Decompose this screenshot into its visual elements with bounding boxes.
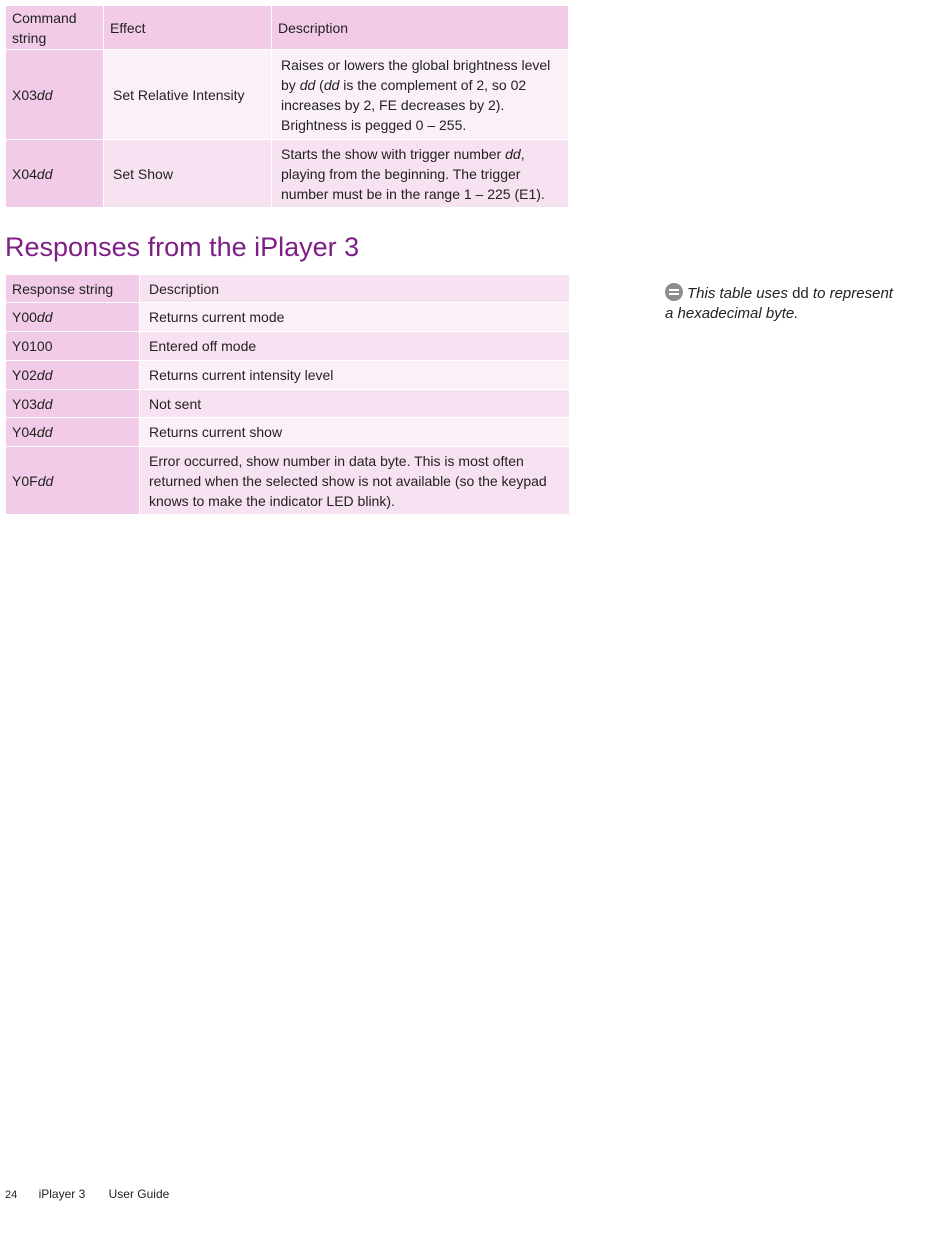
response-code: Y03dd	[6, 390, 140, 418]
response-description: Not sent	[140, 390, 570, 418]
responses-table	[5, 274, 570, 515]
table-row	[6, 390, 570, 418]
response-description: Error occurred, show number in data byte. This is most often returned when the selected show is not available (so the keypad knows to make the indicator LED blink).	[140, 447, 570, 515]
footer-doc-title: User Guide	[108, 1187, 170, 1201]
note-icon	[665, 283, 683, 301]
header-effect: Effect	[104, 6, 272, 50]
response-code: Y0100	[6, 332, 140, 361]
command-description: Raises or lowers the global brightness level by dd (dd is the complement of 2, so 02 increases by 2, FE decreases by 2). Brightness is pegged 0 – 255.	[272, 50, 569, 140]
table-header-row	[6, 275, 570, 303]
side-note: This table uses dd to represent a hexadecimal byte.	[665, 285, 893, 322]
table-row	[6, 50, 569, 140]
header-response-string: Response string	[6, 275, 140, 303]
header-command-string: Command string	[6, 6, 104, 50]
section-title: Responses from the iPlayer 3	[5, 232, 360, 262]
table-header-row	[6, 6, 569, 50]
response-code: Y02dd	[6, 361, 140, 390]
table-row	[6, 361, 570, 390]
commands-table	[5, 5, 569, 208]
table-row	[6, 418, 570, 447]
response-description: Returns current intensity level	[140, 361, 570, 390]
table-row	[6, 140, 569, 208]
header-description: Description	[272, 6, 569, 50]
table-row	[6, 332, 570, 361]
page-number: 24	[5, 1189, 18, 1201]
table-row	[6, 447, 570, 515]
response-description: Returns current mode	[140, 303, 570, 332]
command-description: Starts the show with trigger number dd, playing from the beginning. The trigger number must be in the range 1 – 225 (E1).	[272, 140, 569, 208]
command-effect: Set Show	[104, 140, 272, 208]
table-row	[6, 303, 570, 332]
command-code: X04dd	[6, 140, 104, 208]
command-effect: Set Relative Intensity	[104, 50, 272, 140]
response-description: Entered off mode	[140, 332, 570, 361]
response-code: Y0Fdd	[6, 447, 140, 515]
response-description: Returns current show	[140, 418, 570, 447]
response-code: Y04dd	[6, 418, 140, 447]
page-footer	[5, 1187, 189, 1201]
command-code: X03dd	[6, 50, 104, 140]
response-code: Y00dd	[6, 303, 140, 332]
footer-product: iPlayer 3	[38, 1187, 86, 1201]
header-description: Description	[140, 275, 570, 303]
